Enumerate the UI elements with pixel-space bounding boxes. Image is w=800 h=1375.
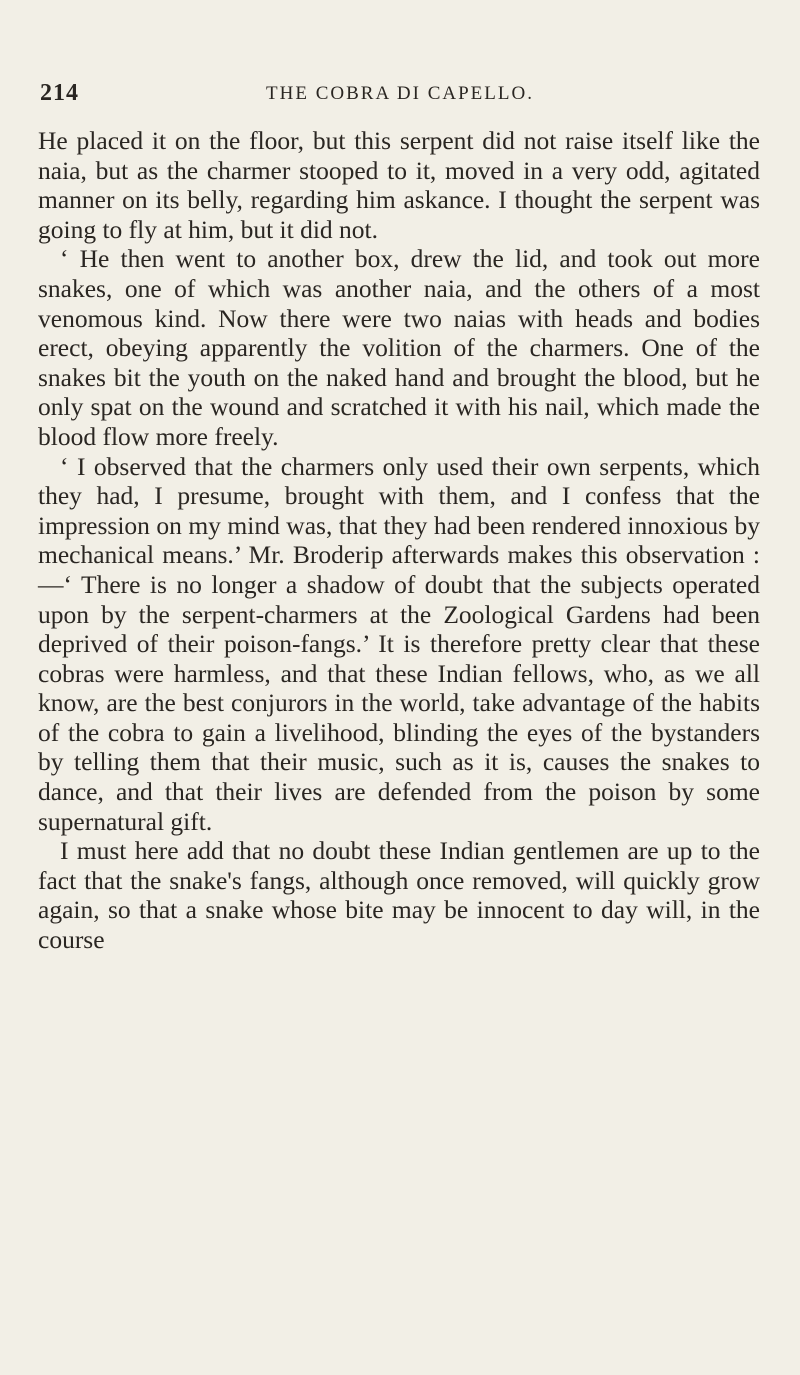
running-head: THE COBRA DI CAPELLO. [266, 83, 534, 104]
paragraph: He placed it on the floor, but this serpent did not raise itself like the naia, but as the charmer stooped to it, moved in a very odd, agitated manner on its belly, regarding him askance. I thought the serpent was going to fly at him, but it did not. [38, 126, 760, 244]
page-number: 214 [40, 80, 79, 106]
paragraph: ‘ I observed that the charmers only used their own serpents, which they had, I presume, brought with them, and I confess that the impression on my mind was, that they had been rendered innoxious by mechanical means.’ Mr. Broderip afterwards makes this observation :—‘ There is no longer a shadow of doubt that the subjects operated upon by the serpent-charmers at the Zoological Gardens had been deprived of their poison-fangs.’ It is therefore pretty clear that these cobras were harmless, and that these Indian fellows, who, as we all know, are the best conjurors in the world, take advantage of the habits of the cobra to gain a livelihood, blinding the eyes of the bystanders by telling them that their music, such as it is, causes the snakes to dance, and that their lives are defended from the poison by some supernatural gift. [38, 451, 760, 836]
body-text [38, 126, 760, 955]
paragraph: I must here add that no doubt these Indian gentlemen are up to the fact that the snake's fangs, although once removed, will quickly grow again, so that a snake whose bite may be innocent to day will, in the course [38, 836, 760, 955]
page-header [40, 80, 760, 116]
paragraph: ‘ He then went to another box, drew the lid, and took out more snakes, one of which was another naia, and the others of a most venomous kind. Now there were two naias with heads and bodies erect, obeying apparently the volition of the charmers. One of the snakes bit the youth on the naked hand and brought the blood, but he only spat on the wound and scratched it with his nail, which made the blood flow more freely. [38, 244, 760, 451]
